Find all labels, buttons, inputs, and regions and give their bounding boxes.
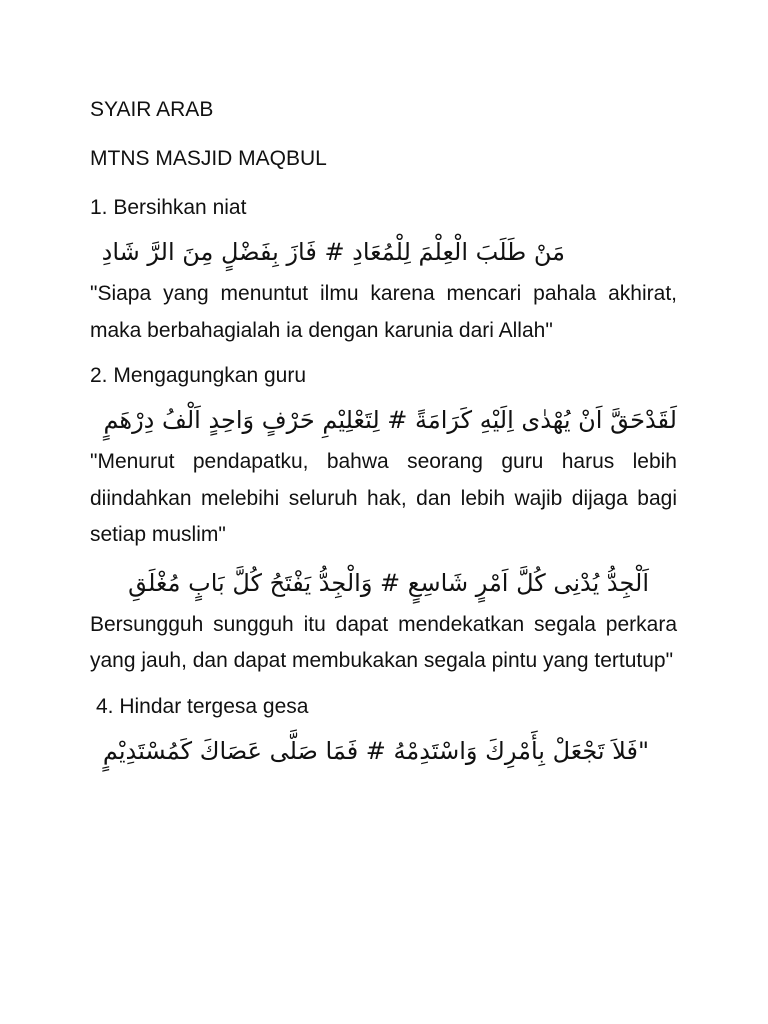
section-1-arabic-verse: مَنْ طَلَبَ الْعِلْمَ لِلْمُعَادِ # فَازَ بِفَضْلٍ مِنَ الرَّ شَادِ <box>101 238 565 266</box>
document-title: SYAIR ARAB <box>90 98 214 121</box>
section-1-heading: 1. Bersihkan niat <box>90 196 247 219</box>
section-3-arabic-verse: اَلْجِدُّ يُدْنِى كُلَّ اَمْرٍ شَاسِعٍ # وَالْجِدُّ يَفْتَحُ كُلَّ بَابٍ مُغْلَقِ <box>128 568 649 597</box>
school-name: MTNS MASJID MAQBUL <box>90 147 327 170</box>
section-2-arabic-verse: لَقَدْحَقَّ اَنْ يُهْدٰى اِلَيْهِ كَرَامَةً # لِتَعْلِيْمِ حَرْفٍ وَاحِدٍ اَلْفُ دِرْهَمٍ <box>103 406 677 434</box>
section-2-heading: 2. Mengagungkan guru <box>90 364 306 387</box>
section-2-translation: "Menurut pendapatku, bahwa seorang guru harus lebih diindahkan melebihi seluruh hak, dan lebih wajib dijaga bagi setiap muslim" <box>90 450 677 546</box>
section-4-heading: 4. Hindar tergesa gesa <box>96 694 309 718</box>
section-4-arabic-verse: "فَلاَ تَجْعَلْ بِأَمْرِكَ وَاسْتَدِمْهُ # فَمَا صَلَّى عَصَاكَ كَمُسْتَدِيْمٍ <box>102 736 649 765</box>
section-1-translation: "Siapa yang menuntut ilmu karena mencari pahala akhirat, maka berbahagialah ia dengan karunia dari Allah" <box>90 282 677 342</box>
section-3-translation: Bersungguh sungguh itu dapat mendekatkan segala perkara yang jauh, dan dapat membukakan segala pintu yang tertutup" <box>90 612 677 672</box>
document-page <box>90 92 677 775</box>
